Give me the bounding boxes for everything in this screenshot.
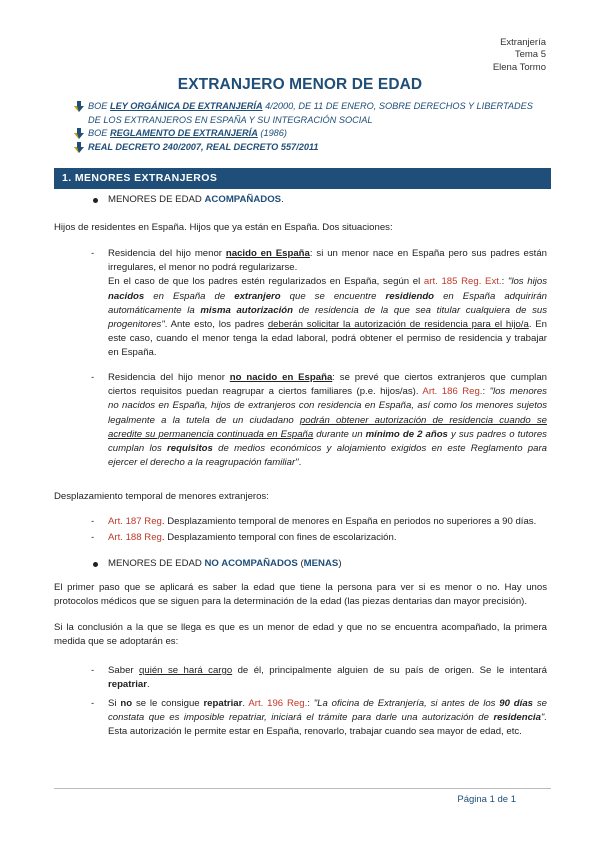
dash-marker: - bbox=[91, 665, 95, 676]
text: de él, principalmente alguien de su país de origen. Se le intentará bbox=[232, 665, 547, 676]
text: ( bbox=[297, 558, 304, 569]
text: ) bbox=[338, 558, 342, 569]
quote: cumplan los bbox=[108, 443, 168, 455]
quote: que se encuentre bbox=[280, 290, 386, 302]
subsection-lead: MENORES DE EDAD bbox=[108, 558, 205, 569]
footer-divider bbox=[54, 788, 551, 789]
quote-bold: mínimo de 2 años bbox=[365, 428, 448, 440]
quote: en España de bbox=[144, 290, 235, 302]
text: : bbox=[307, 698, 314, 709]
quote-bold: misma autorización bbox=[200, 304, 293, 316]
paragraph-age bbox=[54, 581, 547, 609]
text-emph: no nacido en España bbox=[229, 372, 333, 383]
reference-name: LEY ORGÁNICA DE EXTRANJERÍA bbox=[109, 101, 263, 111]
quote: ". bbox=[540, 712, 547, 724]
text-bold: repatriar bbox=[203, 698, 243, 709]
quote: progenitores" bbox=[108, 319, 165, 331]
quote-bold: requisitos bbox=[167, 443, 213, 455]
text-underline: deberán solicitar la autorización de residencia para el hijo/a bbox=[267, 319, 529, 331]
item-art-187 bbox=[108, 515, 536, 529]
text: Si bbox=[108, 698, 121, 709]
reference-name: REAL DECRETO 240/2007, REAL DECRETO 557/2011 bbox=[88, 141, 319, 152]
text: . Desplazamiento temporal de menores en España en periodos no superiores a 90 días. bbox=[161, 516, 537, 527]
text: Saber bbox=[108, 665, 140, 676]
text-line: Esta autorización le permite estar en España, renovarlo, trabajar cuando sea mayor de edad, etc. bbox=[108, 726, 522, 738]
article-ref: Art. 196 Reg. bbox=[248, 698, 308, 709]
subsection-highlight: MENAS bbox=[303, 558, 339, 569]
quote-bold: residencia bbox=[493, 712, 541, 724]
article-ref: art. 185 Reg. Ext. bbox=[423, 276, 502, 288]
quote: de residencia de la que sea titular cualquiera de sus bbox=[292, 304, 548, 316]
text-underline: quién se hará cargo bbox=[139, 665, 233, 676]
down-arrow-icon bbox=[74, 128, 84, 139]
text-line: protocolos médicos que se siguen para la determinación de la edad (las piezas dentarias dan mayor precisión). bbox=[54, 596, 528, 608]
text: Residencia del hijo menor bbox=[108, 372, 230, 383]
text: : se prevé que ciertos extranjeros que cumplan bbox=[332, 372, 547, 383]
subsection-highlight: NO ACOMPAÑADOS bbox=[204, 558, 298, 569]
text-line: irregulares, el menor no podrá regularizarse. bbox=[108, 262, 298, 274]
item-not-born-in-spain bbox=[108, 371, 547, 470]
item-born-in-spain bbox=[108, 247, 547, 361]
quote: de medios económicos y alojamiento exigidos en este Reglamento para bbox=[212, 443, 547, 455]
quote: durante un bbox=[313, 428, 366, 440]
text: Residencia del hijo menor bbox=[108, 248, 226, 259]
dash-marker: - bbox=[91, 698, 95, 709]
reference-prefix: BOE bbox=[88, 128, 110, 138]
dash-marker: - bbox=[91, 372, 95, 383]
text-line: El primer paso que se aplicará es saber la edad que tiene la persona para ver si es menor o no. Hay unos bbox=[54, 582, 547, 593]
quote-underline: acredite su permanencia continuada en España bbox=[108, 428, 314, 440]
reference-detail: (1986) bbox=[257, 128, 287, 138]
quote-bold: extranjero bbox=[234, 290, 281, 302]
reference-detail: 4/2000, DE 11 DE ENERO, SOBRE DERECHOS Y LIBERTADES bbox=[262, 101, 533, 111]
text-emph: nacido en España bbox=[225, 248, 310, 259]
text: . Desplazamiento temporal con fines de escolarización. bbox=[161, 532, 397, 543]
page-number: Página 1 de 1 bbox=[457, 794, 516, 805]
bullet-dot bbox=[93, 198, 98, 203]
text: En el caso de que los padres estén regularizados en España, según el bbox=[108, 276, 424, 288]
text-bold: repatriar bbox=[108, 679, 147, 691]
quote: "los menores bbox=[489, 386, 547, 398]
text: : bbox=[501, 276, 508, 288]
bullet-dot bbox=[93, 562, 98, 567]
page-title: EXTRANJERO MENOR DE EDAD bbox=[177, 76, 423, 93]
quote: legalmente a la tutela de un ciudadano bbox=[108, 414, 300, 426]
text: ciertos requisitos puedan reagrupar a ciertos familiares (p.e. hijos/as). bbox=[108, 386, 423, 398]
text-line: este caso, cuando el menor tenga la edad laboral, podrá obtener el permiso de residencia y trabajar bbox=[108, 333, 547, 345]
paragraph-displacement: Desplazamiento temporal de menores extranjeros: bbox=[54, 491, 269, 502]
article-ref: Art. 186 Reg. bbox=[422, 386, 483, 398]
quote: no nacidos en España, hijos de extranjeros con residencia en España, así como los menores sujetos bbox=[108, 400, 547, 412]
legal-references bbox=[74, 100, 554, 154]
paragraph-measure bbox=[54, 621, 547, 649]
quote: automáticamente la bbox=[108, 304, 201, 316]
reference-item bbox=[74, 100, 554, 127]
quote: se bbox=[533, 698, 547, 709]
reference-item bbox=[74, 127, 554, 141]
subsection-end: . bbox=[281, 194, 284, 205]
down-arrow-icon bbox=[74, 101, 84, 112]
text-line: medida que se adoptarán es: bbox=[54, 636, 179, 648]
text: : bbox=[482, 386, 490, 398]
header-topic: Tema 5 bbox=[514, 49, 546, 61]
article-ref: Art. 187 Reg bbox=[108, 516, 162, 527]
text-line: en España. bbox=[108, 347, 157, 359]
article-ref: Art. 188 Reg bbox=[108, 532, 162, 543]
dash-marker: - bbox=[91, 516, 95, 527]
subsection-lead: MENORES DE EDAD bbox=[108, 194, 205, 205]
reference-item bbox=[74, 141, 554, 155]
quote: y sus padres o tutores bbox=[447, 428, 547, 440]
dash-marker: - bbox=[91, 248, 95, 259]
text: . Ante esto, los padres bbox=[164, 319, 268, 331]
reference-name: REGLAMENTO DE EXTRANJERÍA bbox=[109, 128, 258, 138]
text-bold: no bbox=[120, 698, 133, 709]
quote-bold: nacidos bbox=[108, 290, 145, 302]
text: . En bbox=[528, 319, 547, 331]
text: . bbox=[242, 698, 249, 709]
down-arrow-icon bbox=[74, 142, 84, 153]
paragraph-hijos: Hijos de residentes en España. Hijos que ya están en España. Dos situaciones: bbox=[54, 222, 393, 233]
header-author: Elena Tormo bbox=[492, 61, 546, 73]
subsection-unaccompanied bbox=[108, 557, 342, 571]
quote-bold: 90 días bbox=[499, 698, 533, 709]
text: . bbox=[146, 679, 150, 691]
subsection-accompanied bbox=[108, 193, 284, 207]
text-line: Si la conclusión a la que se llega es que es un menor de edad y que no se encuentra acompañado, la primera bbox=[54, 622, 547, 633]
quote: "los hijos bbox=[507, 276, 547, 288]
dash-marker: - bbox=[91, 532, 95, 543]
text: . bbox=[298, 457, 302, 469]
quote: constata que es imposible repatriar, iniciará el trámite para darle una autorización de bbox=[108, 712, 494, 724]
item-who-takes-care bbox=[108, 664, 547, 692]
quote: en España adquirirán bbox=[434, 290, 547, 302]
reference-detail-2: DE LOS EXTRANJEROS EN ESPAÑA Y SU INTEGRACIÓN SOCIAL bbox=[88, 114, 373, 125]
item-not-repatriated bbox=[108, 697, 547, 740]
subsection-highlight: ACOMPAÑADOS bbox=[204, 194, 282, 205]
item-art-188 bbox=[108, 531, 397, 545]
quote: ejercer el derecho a la reagrupación familiar" bbox=[108, 457, 299, 469]
quote-bold: residiendo bbox=[385, 290, 435, 302]
reference-prefix: BOE bbox=[88, 101, 110, 111]
quote-underline: podrán obtener autorización de residencia cuando se bbox=[299, 414, 547, 426]
text: : si un menor nace en España pero sus padres están bbox=[309, 248, 547, 259]
text: se le consigue bbox=[132, 698, 204, 709]
quote: "La oficina de Extranjería, si antes de los bbox=[313, 698, 500, 709]
running-header bbox=[493, 37, 546, 74]
header-subject: Extranjería bbox=[500, 37, 546, 48]
section-heading: 1. MENORES EXTRANJEROS bbox=[54, 168, 551, 189]
